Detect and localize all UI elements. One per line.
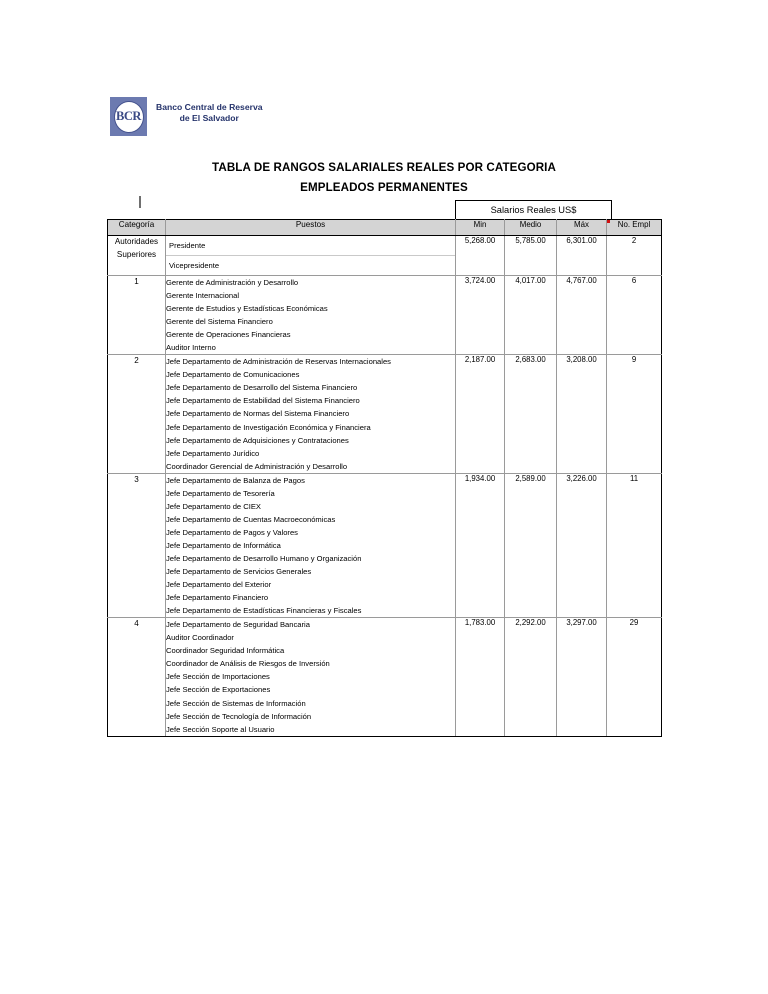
page-title-line1: TABLA DE RANGOS SALARIALES REALES POR CATEGORIA bbox=[212, 161, 556, 174]
cell-categoria bbox=[108, 236, 166, 276]
table-body bbox=[108, 236, 662, 737]
puesto-item: Jefe Sección de Tecnología de Información bbox=[166, 711, 312, 721]
puesto-item: Jefe Departamento de Estadísticas Financieras y Fiscales bbox=[166, 606, 362, 616]
bcr-logo-name bbox=[156, 102, 263, 123]
table-row bbox=[108, 618, 662, 736]
puesto-item: Coordinador de Análisis de Riesgos de Inversión bbox=[166, 659, 330, 669]
puesto-item: Jefe Departamento de CIEX bbox=[166, 501, 261, 511]
cell-no-empl: 2 bbox=[607, 236, 662, 276]
cell-min: 2,187.00 bbox=[456, 355, 505, 473]
header-min: Min bbox=[456, 220, 505, 236]
header-no-empl bbox=[607, 220, 662, 236]
header-no-empl-label: No. Empl bbox=[617, 220, 651, 229]
puesto-item: Gerente de Administración y Desarrollo bbox=[166, 278, 299, 287]
puesto-item: Jefe Departamento de Desarrollo Humano y Organización bbox=[166, 553, 362, 563]
cell-puestos bbox=[166, 473, 456, 618]
text-caret-artifact bbox=[139, 196, 141, 208]
cell-medio: 2,292.00 bbox=[505, 618, 557, 736]
puesto-item: Jefe Departamento de Adquisiciones y Contrataciones bbox=[166, 435, 349, 445]
cell-min: 1,783.00 bbox=[456, 618, 505, 736]
cell-max: 3,208.00 bbox=[557, 355, 607, 473]
puesto-item: Jefe Departamento de Balanza de Pagos bbox=[166, 475, 305, 485]
puesto-item: Coordinador Gerencial de Administración y Desarrollo bbox=[166, 461, 348, 471]
categoria-line1: Autoridades bbox=[114, 237, 159, 246]
header-medio: Medio bbox=[505, 220, 557, 236]
bcr-logo bbox=[110, 97, 263, 136]
table-header-row bbox=[108, 220, 662, 236]
cell-puestos bbox=[166, 276, 456, 355]
cell-medio: 5,785.00 bbox=[505, 236, 557, 276]
table-row bbox=[108, 276, 662, 355]
cell-categoria: 4 bbox=[108, 618, 166, 736]
puesto-item: Jefe Departamento de Comunicaciones bbox=[166, 370, 300, 380]
page-title-line2: EMPLEADOS PERMANENTES bbox=[300, 181, 468, 194]
salary-ranges-table bbox=[107, 219, 662, 737]
puesto-item: Jefe Departamento Jurídico bbox=[166, 448, 260, 458]
puesto-item: Gerente de Operaciones Financieras bbox=[166, 330, 291, 340]
cell-min: 3,724.00 bbox=[456, 276, 505, 355]
cell-no-empl: 29 bbox=[607, 618, 662, 736]
puesto-item: Jefe Departamento de Informática bbox=[166, 540, 281, 550]
puesto-item: Jefe Departamento de Desarrollo del Sistema Financiero bbox=[166, 383, 358, 393]
cell-max: 3,297.00 bbox=[557, 618, 607, 736]
puesto-item: Jefe Departamento de Cuentas Macroeconómicas bbox=[166, 514, 336, 524]
table-row bbox=[108, 355, 662, 473]
puesto-item: Jefe Departamento del Exterior bbox=[166, 580, 272, 590]
puesto-item: Jefe Sección de Exportaciones bbox=[166, 685, 271, 695]
puesto-item: Presidente bbox=[169, 241, 206, 250]
cell-no-empl: 6 bbox=[607, 276, 662, 355]
cell-puestos bbox=[166, 236, 456, 276]
bcr-logo-oval bbox=[114, 101, 144, 133]
puesto-item: Auditor Coordinador bbox=[166, 633, 234, 643]
puesto-item: Jefe Sección de Importaciones bbox=[166, 672, 270, 682]
puesto-item: Jefe Departamento de Normas del Sistema Financiero bbox=[166, 409, 350, 419]
puesto-item: Auditor Interno bbox=[166, 343, 216, 353]
cell-puestos bbox=[166, 618, 456, 736]
bcr-logo-initials: BCR bbox=[116, 109, 141, 124]
cell-categoria: 1 bbox=[108, 276, 166, 355]
bcr-logo-name-line1: Banco Central de Reserva bbox=[156, 102, 263, 112]
puesto-item: Gerente Internacional bbox=[166, 291, 240, 301]
puesto-item: Gerente de Estudios y Estadísticas Económicas bbox=[166, 304, 328, 314]
table-row bbox=[108, 236, 662, 276]
cell-medio: 2,589.00 bbox=[505, 473, 557, 618]
puesto-item: Jefe Sección de Sistemas de Información bbox=[166, 698, 306, 708]
comment-marker-icon bbox=[607, 220, 610, 223]
puesto-item: Jefe Departamento de Servicios Generales bbox=[166, 567, 312, 577]
cell-no-empl: 11 bbox=[607, 473, 662, 618]
puesto-item: Jefe Sección Soporte al Usuario bbox=[166, 724, 275, 734]
categoria-line2: Superiores bbox=[116, 249, 157, 259]
puesto-item: Jefe Departamento de Pagos y Valores bbox=[166, 527, 298, 537]
cell-categoria: 2 bbox=[108, 355, 166, 473]
cell-categoria: 3 bbox=[108, 473, 166, 618]
cell-no-empl: 9 bbox=[607, 355, 662, 473]
cell-max: 4,767.00 bbox=[557, 276, 607, 355]
cell-medio: 2,683.00 bbox=[505, 355, 557, 473]
cell-puestos bbox=[166, 355, 456, 473]
puesto-item: Jefe Departamento de Tesorería bbox=[166, 488, 275, 498]
puesto-item: Jefe Departamento Financiero bbox=[166, 593, 269, 603]
salary-group-header: Salarios Reales US$ bbox=[455, 200, 612, 219]
puesto-item: Coordinador Seguridad Informática bbox=[166, 646, 285, 656]
header-categoria: Categoría bbox=[108, 220, 166, 236]
puesto-item: Jefe Departamento de Seguridad Bancaria bbox=[166, 620, 310, 630]
cell-medio: 4,017.00 bbox=[505, 276, 557, 355]
header-puestos: Puestos bbox=[166, 220, 456, 236]
puesto-item: Gerente del Sistema Financiero bbox=[166, 317, 273, 327]
cell-max: 3,226.00 bbox=[557, 473, 607, 618]
bcr-logo-name-line2: de El Salvador bbox=[179, 112, 239, 123]
puesto-item: Jefe Departamento de Investigación Económica y Financiera bbox=[166, 422, 371, 432]
puesto-item: Vicepresidente bbox=[166, 255, 455, 275]
puesto-item: Jefe Departamento de Estabilidad del Sistema Financiero bbox=[166, 396, 360, 406]
bcr-logo-mark bbox=[110, 97, 147, 136]
header-max: Máx bbox=[557, 220, 607, 236]
puesto-item: Jefe Departamento de Administración de Reservas Internacionales bbox=[166, 357, 391, 367]
cell-max: 6,301.00 bbox=[557, 236, 607, 276]
cell-min: 1,934.00 bbox=[456, 473, 505, 618]
table-row bbox=[108, 473, 662, 618]
cell-min: 5,268.00 bbox=[456, 236, 505, 276]
